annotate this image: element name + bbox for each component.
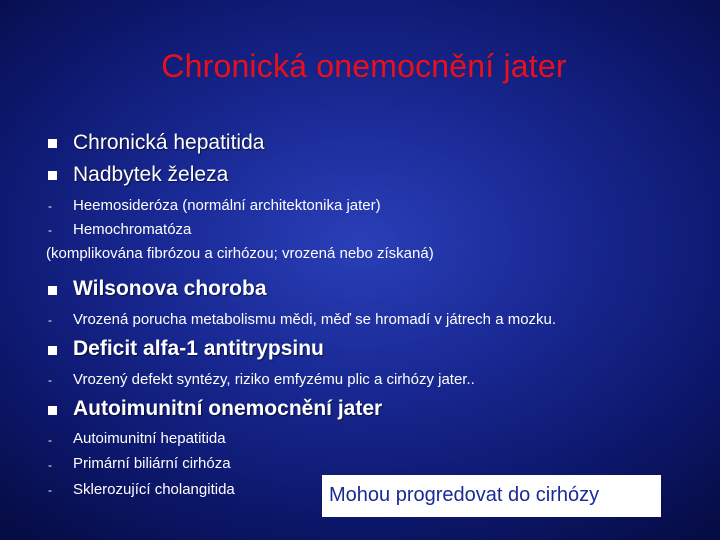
- bullet-hepatitis: Chronická hepatitida: [73, 131, 265, 154]
- bullet-wilson: Wilsonova choroba: [73, 277, 267, 300]
- dash-bullet-icon: -: [48, 483, 52, 497]
- bullet-alfa: Deficit alfa-1 antitrypsinu: [73, 337, 324, 360]
- dash-bullet-icon: -: [48, 199, 52, 213]
- square-bullet-icon: [48, 171, 57, 180]
- slide-title: Chronická onemocnění jater: [161, 48, 567, 84]
- sub-bullet-psc: Sklerozující cholangitida: [73, 481, 235, 498]
- dash-bullet-icon: -: [48, 373, 52, 387]
- callout-text: Mohou progredovat do cirhózy: [329, 484, 600, 506]
- sub-bullet-pbc: Primární biliární cirhóza: [73, 455, 231, 472]
- bullet-iron: Nadbytek železa: [73, 163, 229, 186]
- dash-bullet-icon: -: [48, 433, 52, 447]
- square-bullet-icon: [48, 346, 57, 355]
- dash-bullet-icon: -: [48, 313, 52, 327]
- bullet-autoimmune: Autoimunitní onemocnění jater: [73, 397, 383, 420]
- square-bullet-icon: [48, 406, 57, 415]
- square-bullet-icon: [48, 286, 57, 295]
- sub-bullet-alfa: Vrozený defekt syntézy, riziko emfyzému plic a cirhózy jater..: [73, 371, 475, 388]
- square-bullet-icon: [48, 139, 57, 148]
- dash-bullet-icon: -: [48, 458, 52, 472]
- sub-bullet-hemochromatosis: Hemochromatóza: [73, 221, 192, 238]
- callout-box: [322, 475, 661, 517]
- dash-bullet-icon: -: [48, 223, 52, 237]
- sub-bullet-hemosiderosis: Heemosideróza (normální architektonika jater): [73, 197, 381, 214]
- sub-bullet-autoimmune-hepatitis: Autoimunitní hepatitida: [73, 430, 226, 447]
- iron-note: (komplikována fibrózou a cirhózou; vrozená nebo získaná): [46, 245, 434, 262]
- sub-bullet-wilson: Vrozená porucha metabolismu mědi, měď se hromadí v játrech a mozku.: [73, 311, 557, 328]
